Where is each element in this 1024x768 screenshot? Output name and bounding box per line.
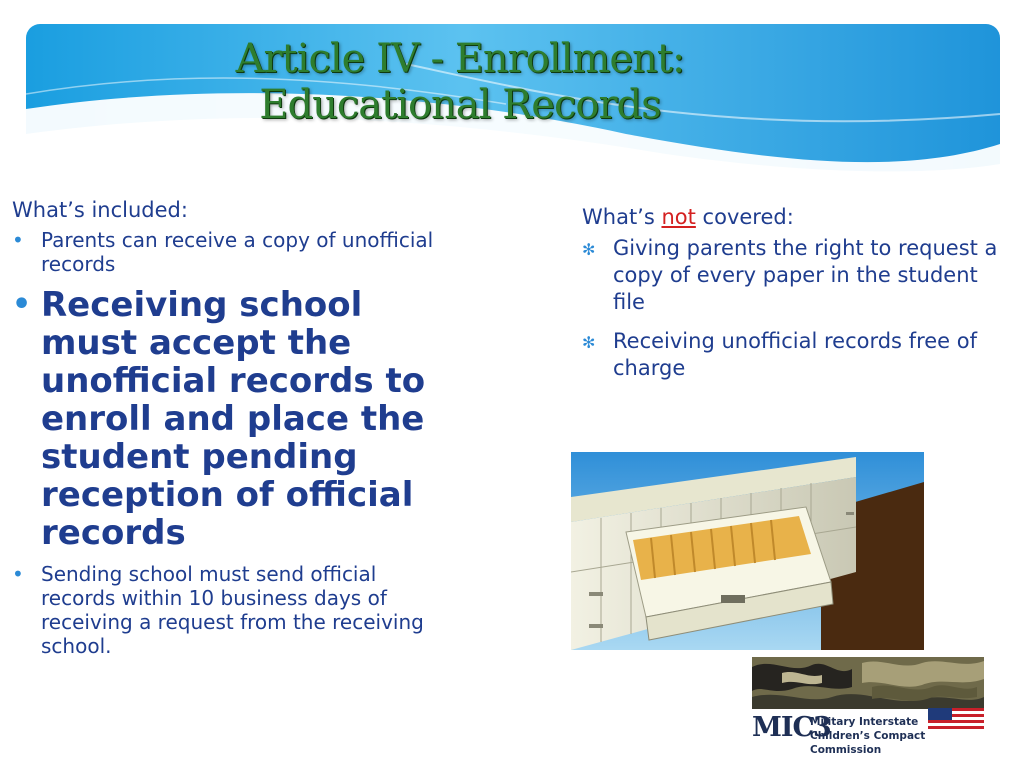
list-item-text: Receiving school must accept the unofficial records to enroll and place the student pending reception of official records — [41, 285, 426, 553]
not-covered-heading — [582, 205, 1012, 229]
included-list — [12, 228, 452, 658]
us-flag-icon — [928, 708, 984, 732]
included-section — [12, 198, 452, 668]
bullet-dot-icon: • — [12, 228, 24, 252]
list-item — [582, 328, 1012, 382]
list-item — [12, 228, 452, 276]
filing-cabinet-image — [571, 452, 924, 650]
mic3-acronym: MIC3 — [752, 712, 831, 743]
bullet-dot-icon: • — [12, 562, 24, 586]
list-item-text: Giving parents the right to request a copy of every paper in the student file — [613, 236, 998, 314]
mic3-logo — [752, 657, 984, 756]
list-item-text: Sending school must send official records within 10 business days of receiving a request from the receiving school. — [41, 562, 424, 658]
commission-name-line1: Military Interstate — [810, 716, 919, 728]
commission-name-line2: Children’s Compact Commission — [810, 730, 926, 756]
not-covered-list — [582, 235, 1012, 382]
asterisk-bullet-icon: ✻ — [582, 240, 596, 259]
page-title — [150, 36, 770, 128]
list-item — [12, 286, 452, 552]
not-covered-heading-prefix: What’s — [582, 205, 662, 229]
not-covered-heading-suffix: covered: — [695, 205, 794, 229]
asterisk-bullet-icon: ✻ — [582, 333, 596, 352]
list-item — [582, 235, 1012, 316]
included-heading: What’s included: — [12, 198, 188, 222]
list-item — [12, 562, 452, 658]
list-item-text: Parents can receive a copy of unofficial records — [41, 228, 434, 276]
list-item-text: Receiving unofficial records free of charge — [613, 329, 977, 380]
page-title-line2: Educational Records — [259, 82, 661, 128]
not-covered-section — [582, 205, 1012, 394]
page-title-line1: Article IV - Enrollment: — [235, 36, 685, 82]
bullet-dot-icon: • — [12, 287, 32, 322]
not-emphasis: not — [661, 205, 696, 229]
camouflage-image — [752, 657, 984, 709]
